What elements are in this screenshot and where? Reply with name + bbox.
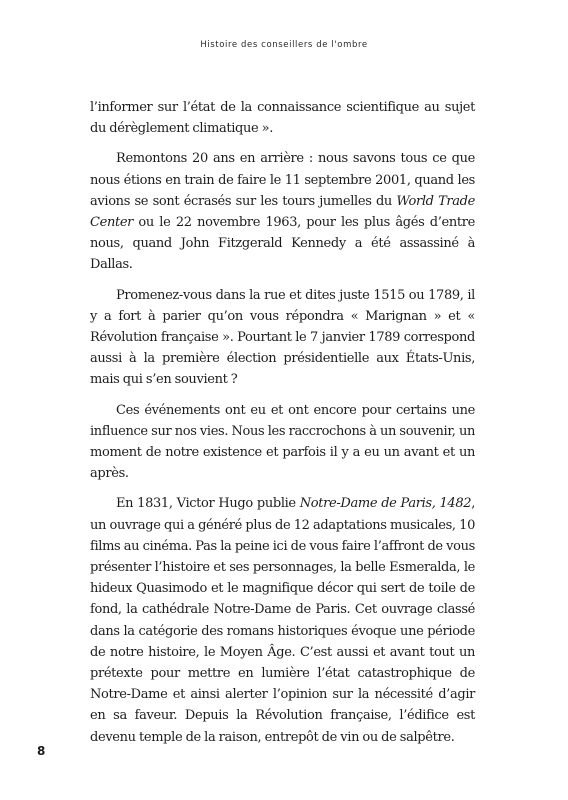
page-number: 8 <box>37 744 46 758</box>
body-text <box>90 97 475 757</box>
italic-title: Notre-Dame de Paris, 1482 <box>299 496 472 512</box>
text-run: Ces événements ont eu et ont encore pour certains une influence sur nos vies. Nous les raccrochons à un souvenir, un moment de notre existence et parfois il y a eu un avant et un après. <box>90 402 475 482</box>
paragraph <box>90 285 475 391</box>
text-run: , un ouvrage qui a généré plus de 12 adaptations musicales, 10 films au cinéma. Pas la peine ici de vous faire l’affront de vous présenter l’histoire et ses personnages, la belle Esmeralda, le hideux Quasimodo et le magnifique décor qui sert de toile de fond, la cathédrale Notre-Dame de Paris. Cet ouvrage classé dans la catégorie des romans historiques évoque une période de notre histoire, le Moyen Âge. C’est aussi et avant tout un prétexte pour mettre en lumière l’état catastrophique de Notre-Dame et ainsi alerter l’opinion sur la nécessité d’agir en sa faveur. Depuis la Révolution française, l’édifice est devenu temple de la raison, entrepôt de vin ou de salpêtre. <box>90 496 475 745</box>
paragraph <box>90 97 475 139</box>
italic-title: World Trade Center <box>90 193 475 231</box>
paragraph <box>90 148 475 275</box>
paragraph <box>90 400 475 485</box>
text-run: l’informer sur l’état de la connaissance scientifique au sujet du dérèglement climatique ». <box>90 100 475 137</box>
text-run: Promenez-vous dans la rue et dites juste 1515 ou 1789, il y a fort à parier qu’on vous répondra « Marignan » et « Révolution française ». Pourtant le 7 janvier 1789 correspond aussi à la première élection présidentielle aux États-Unis, mais qui s’en souvient ? <box>90 287 475 388</box>
text-run: ou le 22 novembre 1963, pour les plus âgés d’entre nous, quand John Fitzgerald Kennedy a été assassiné à Dallas. <box>90 215 475 273</box>
text-run: Remontons 20 ans en arrière : nous savons tous ce que nous étions en train de faire le 11 septembre 2001, quand les avions se sont écrasés sur les tours jumelles du <box>90 151 475 209</box>
running-head: Histoire des conseillers de l'ombre <box>200 40 368 50</box>
paragraph <box>90 493 475 747</box>
text-run: En 1831, Victor Hugo publie <box>116 496 300 512</box>
